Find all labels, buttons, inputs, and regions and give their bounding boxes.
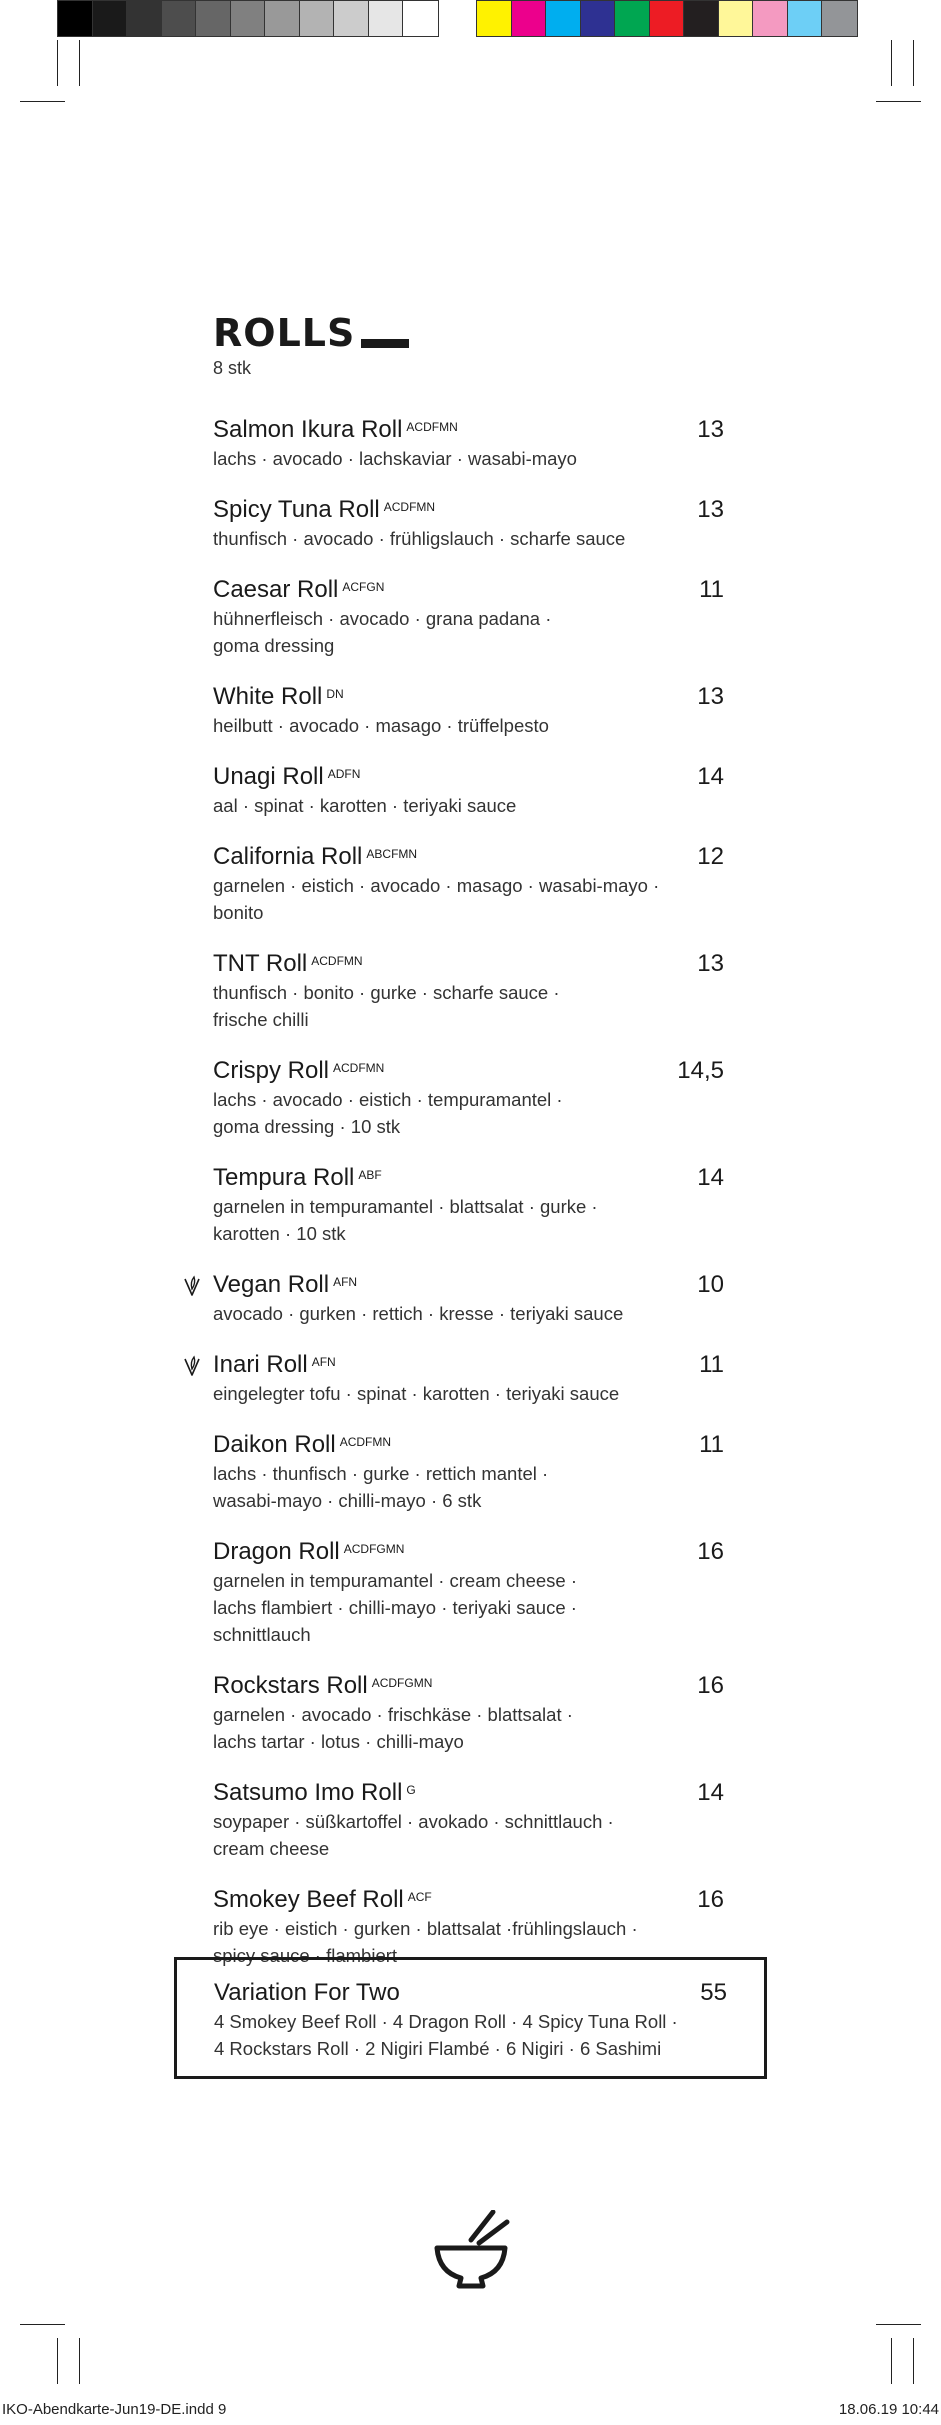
vegan-leaf-icon xyxy=(183,1275,201,1297)
vegan-leaf-icon xyxy=(183,1355,201,1377)
menu-item xyxy=(213,1778,724,1862)
menu-item-allergens: AFN xyxy=(333,1275,358,1289)
menu-item-description: garnelen · eistich · avocado · masago · wasabi-mayo · xyxy=(213,875,660,896)
color-swatch xyxy=(581,1,616,36)
color-swatch xyxy=(369,1,404,36)
crop-mark xyxy=(913,40,914,86)
menu-item-name-row xyxy=(213,1885,724,1915)
color-swatch xyxy=(512,1,547,36)
crop-mark xyxy=(876,2324,921,2325)
menu-item-name: Vegan Roll xyxy=(213,1271,330,1298)
menu-item-price: 11 xyxy=(699,576,724,603)
menu-item-description: aal · spinat · karotten · teriyaki sauce xyxy=(213,795,517,816)
menu-item-name-row xyxy=(213,1430,724,1460)
menu-item-allergens: ADFN xyxy=(327,767,361,781)
menu-item-name: Spicy Tuna Roll xyxy=(213,496,380,523)
crop-mark xyxy=(20,2324,65,2325)
section-header xyxy=(213,312,724,354)
menu-item-name: Rockstars Roll xyxy=(213,1672,368,1699)
menu-item-allergens: ACFGN xyxy=(342,580,385,594)
color-swatch xyxy=(93,1,128,36)
crop-mark xyxy=(57,40,58,86)
crop-mark xyxy=(891,2338,892,2384)
menu-item-price: 11 xyxy=(699,1351,724,1378)
menu-item-name: Inari Roll xyxy=(213,1351,308,1378)
menu-item-allergens: ACDFMN xyxy=(383,500,436,514)
menu-item-price: 16 xyxy=(697,1886,724,1913)
menu-item-description: heilbutt · avocado · masago · trüffelpesto xyxy=(213,715,549,736)
menu-item-name-row xyxy=(213,762,724,792)
crop-mark xyxy=(79,2338,80,2384)
menu-item-description: lachs · avocado · lachskaviar · wasabi-mayo xyxy=(213,448,577,469)
color-swatch xyxy=(477,1,512,36)
menu-item-description: frische chilli xyxy=(213,1009,309,1030)
menu-item-description: eingelegter tofu · spinat · karotten · teriyaki sauce xyxy=(213,1383,620,1404)
color-swatch xyxy=(265,1,300,36)
menu-item-name-row xyxy=(213,1350,724,1380)
menu-item-name-row xyxy=(213,495,724,525)
color-swatch xyxy=(300,1,335,36)
menu-item-allergens: ABCFMN xyxy=(366,847,418,861)
color-swatch xyxy=(546,1,581,36)
menu-item-name-row xyxy=(213,1270,724,1300)
rolls-menu xyxy=(213,312,724,1969)
cmyk-color-bar xyxy=(476,0,858,37)
menu-item-name: Daikon Roll xyxy=(213,1431,336,1458)
section-subtitle: 8 stk xyxy=(213,358,252,378)
menu-item-description: karotten · 10 stk xyxy=(213,1223,346,1244)
menu-item-allergens: ABF xyxy=(358,1168,382,1182)
menu-item-description: bonito xyxy=(213,902,264,923)
crop-mark xyxy=(20,101,65,102)
color-swatch xyxy=(684,1,719,36)
menu-item xyxy=(213,575,724,659)
footer-timestamp: 18.06.19 10:44 xyxy=(838,2401,939,2418)
menu-item-name-row xyxy=(213,1537,724,1567)
menu-item-name: California Roll xyxy=(213,843,363,870)
menu-item-description: rib eye · eistich · gurken · blattsalat ·frühlingslauch · xyxy=(213,1918,638,1939)
color-swatch xyxy=(403,1,438,36)
menu-item xyxy=(213,1671,724,1755)
menu-item-name: Satsumo Imo Roll xyxy=(213,1779,403,1806)
menu-item xyxy=(213,949,724,1033)
menu-item-price: 14 xyxy=(697,763,724,790)
color-swatch xyxy=(788,1,823,36)
menu-item-description: garnelen in tempuramantel · blattsalat · gurke · xyxy=(213,1196,598,1217)
menu-item-description: soypaper · süßkartoffel · avokado · schnittlauch · xyxy=(213,1811,614,1832)
menu-item-description: thunfisch · bonito · gurke · scharfe sauce · xyxy=(213,982,560,1003)
color-swatch xyxy=(719,1,754,36)
section-title: ROLLS xyxy=(213,311,356,355)
menu-item-description: spicy sauce · flambiert xyxy=(213,1945,398,1966)
menu-item-name: Caesar Roll xyxy=(213,576,339,603)
menu-item xyxy=(213,762,724,819)
menu-item-list xyxy=(213,415,724,1969)
menu-item-allergens: DN xyxy=(326,687,344,701)
menu-item-description: wasabi-mayo · chilli-mayo · 6 stk xyxy=(213,1490,482,1511)
menu-item-price: 10 xyxy=(697,1271,724,1298)
crop-mark xyxy=(891,40,892,86)
menu-item-name-row xyxy=(213,842,724,872)
menu-item-price: 14 xyxy=(697,1779,724,1806)
menu-item xyxy=(213,415,724,472)
menu-item-allergens: ACDFMN xyxy=(333,1061,385,1075)
crop-mark xyxy=(79,40,80,86)
menu-item-price: 16 xyxy=(697,1672,724,1699)
menu-item-name: Smokey Beef Roll xyxy=(213,1886,404,1913)
combo-name-row xyxy=(214,1978,727,2008)
menu-item-allergens: G xyxy=(406,1783,416,1797)
color-swatch xyxy=(127,1,162,36)
menu-item xyxy=(213,1430,724,1514)
color-swatch xyxy=(615,1,650,36)
menu-item-description: goma dressing xyxy=(213,635,335,656)
menu-item-name-row xyxy=(213,949,724,979)
menu-item-allergens: ACDFGMN xyxy=(343,1542,405,1556)
menu-item-description: thunfisch · avocado · frühligslauch · scharfe sauce xyxy=(213,528,626,549)
menu-item-allergens: ACF xyxy=(407,1890,432,1904)
menu-item-allergens: AFN xyxy=(311,1355,336,1369)
menu-item-name-row xyxy=(213,415,724,445)
color-swatch xyxy=(162,1,197,36)
color-swatch xyxy=(650,1,685,36)
menu-item-name: Dragon Roll xyxy=(213,1538,340,1565)
menu-item-price: 12 xyxy=(697,843,724,870)
menu-item xyxy=(213,842,724,926)
color-swatch xyxy=(753,1,788,36)
menu-item-description: avocado · gurken · rettich · kresse · teriyaki sauce xyxy=(213,1303,624,1324)
footer-filename: IKO-Abendkarte-Jun19-DE.indd 9 xyxy=(2,2401,227,2418)
menu-item-price: 13 xyxy=(697,496,724,523)
menu-item-name: Unagi Roll xyxy=(213,763,324,790)
menu-item-allergens: ACDFGMN xyxy=(371,1676,433,1690)
menu-item-allergens: ACDFMN xyxy=(406,420,458,434)
menu-item-name: Tempura Roll xyxy=(213,1164,355,1191)
color-swatch xyxy=(231,1,266,36)
menu-item xyxy=(213,1056,724,1140)
color-swatch xyxy=(58,1,93,36)
menu-item-price: 14 xyxy=(697,1164,724,1191)
menu-item-description: lachs · avocado · eistich · tempuramantel · xyxy=(213,1089,563,1110)
menu-item-name: Salmon Ikura Roll xyxy=(213,416,403,443)
menu-item-price: 13 xyxy=(697,683,724,710)
menu-item-price: 14,5 xyxy=(677,1057,724,1084)
menu-item-name: Crispy Roll xyxy=(213,1057,330,1084)
menu-item-allergens: ACDFMN xyxy=(311,954,363,968)
menu-item-name-row xyxy=(213,682,724,712)
menu-item-name-row xyxy=(213,1163,724,1193)
menu-item-description: garnelen in tempuramantel · cream cheese · xyxy=(213,1570,578,1591)
color-swatch xyxy=(822,1,857,36)
menu-item-name-row xyxy=(213,1671,724,1701)
title-dash-decoration xyxy=(361,339,409,348)
menu-item-description: hühnerfleisch · avocado · grana padana · xyxy=(213,608,552,629)
menu-item xyxy=(213,682,724,739)
menu-item xyxy=(213,1537,724,1648)
menu-item-price: 13 xyxy=(697,950,724,977)
menu-item xyxy=(213,1350,724,1407)
menu-item-name-row xyxy=(213,1056,724,1086)
gray-color-bar xyxy=(57,0,439,37)
combo-price: 55 xyxy=(700,1979,727,2006)
menu-item-description: lachs tartar · lotus · chilli-mayo xyxy=(213,1731,464,1752)
color-swatch xyxy=(334,1,369,36)
combo-box xyxy=(174,1957,767,2079)
menu-item-description: lachs · thunfisch · gurke · rettich mantel · xyxy=(213,1463,549,1484)
crop-mark xyxy=(876,101,921,102)
menu-item xyxy=(213,495,724,552)
combo-name: Variation For Two xyxy=(214,1979,400,2006)
crop-mark xyxy=(913,2338,914,2384)
menu-item-description: cream cheese xyxy=(213,1838,330,1859)
menu-item-description: goma dressing · 10 stk xyxy=(213,1116,401,1137)
combo-desc-line: 4 Smokey Beef Roll · 4 Dragon Roll · 4 Spicy Tuna Roll · xyxy=(214,2011,678,2032)
menu-item-name-row xyxy=(213,1778,724,1808)
menu-item-price: 16 xyxy=(697,1538,724,1565)
bowl-chopsticks-icon xyxy=(431,2210,511,2292)
menu-item-name: White Roll xyxy=(213,683,323,710)
menu-item-description: schnittlauch xyxy=(213,1624,311,1645)
menu-item-price: 11 xyxy=(699,1431,724,1458)
menu-item-price: 13 xyxy=(697,416,724,443)
menu-item-name-row xyxy=(213,575,724,605)
combo-desc-line: 4 Rockstars Roll · 2 Nigiri Flambé · 6 Nigiri · 6 Sashimi xyxy=(214,2038,662,2059)
crop-mark xyxy=(57,2338,58,2384)
menu-item-name: TNT Roll xyxy=(213,950,308,977)
color-swatch xyxy=(196,1,231,36)
menu-item xyxy=(213,1163,724,1247)
menu-item-description: garnelen · avocado · frischkäse · blattsalat · xyxy=(213,1704,573,1725)
menu-item-allergens: ACDFMN xyxy=(339,1435,392,1449)
menu-item-description: lachs flambiert · chilli-mayo · teriyaki sauce · xyxy=(213,1597,577,1618)
menu-item xyxy=(213,1270,724,1327)
